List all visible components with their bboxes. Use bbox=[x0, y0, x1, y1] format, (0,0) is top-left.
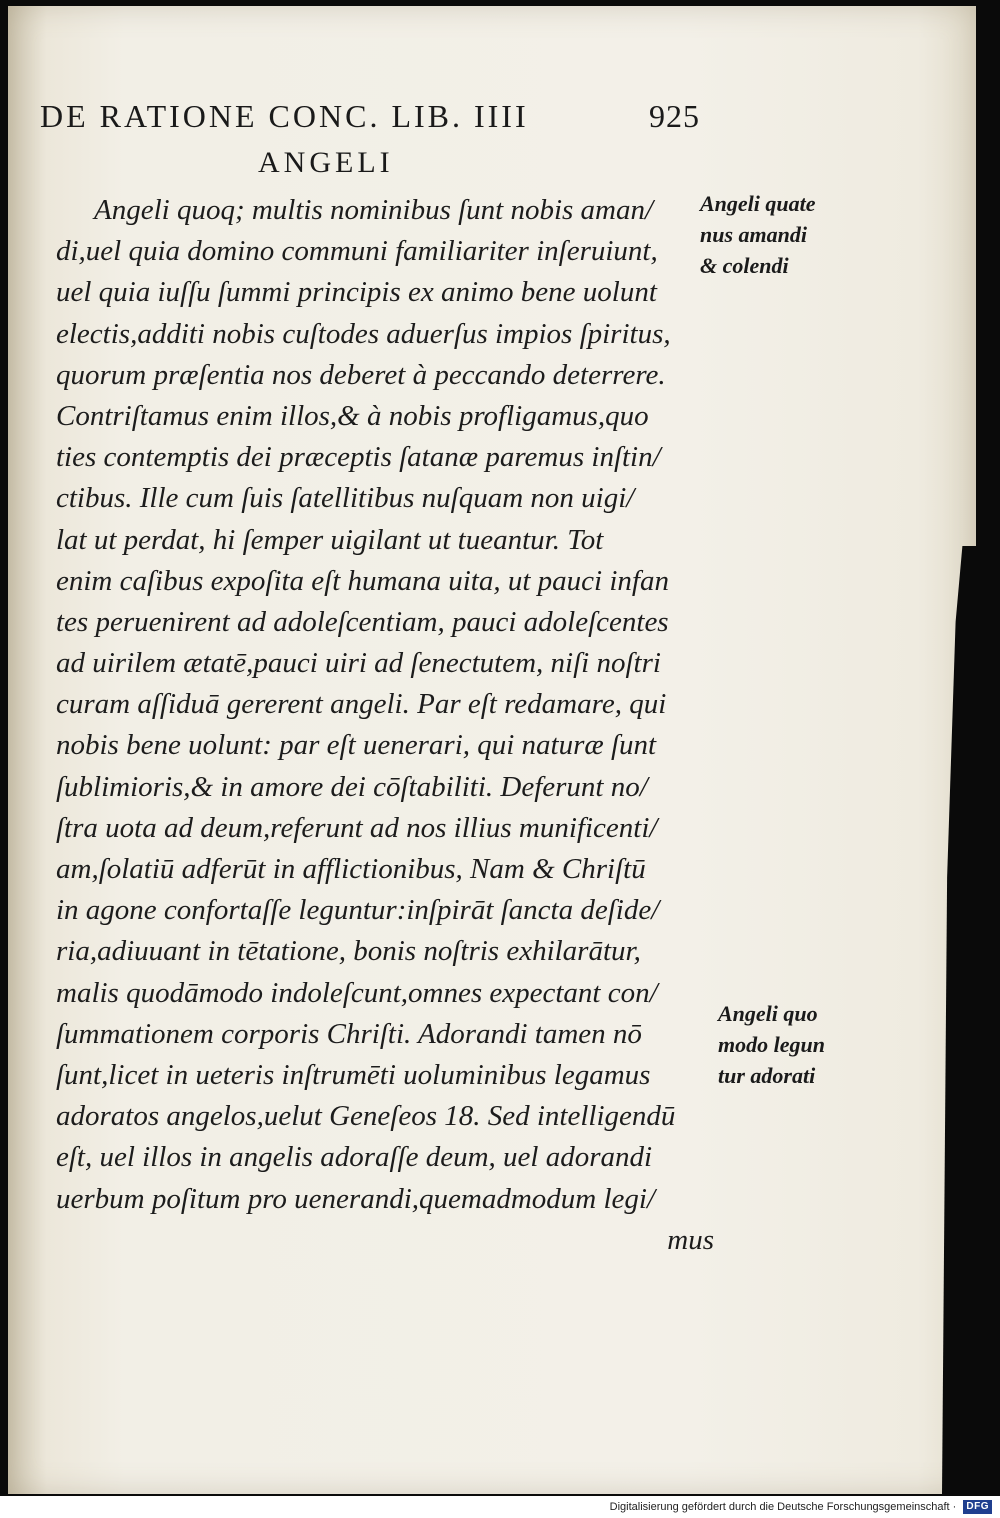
header-title: DE RATIONE CONC. LIB. IIII bbox=[40, 98, 529, 134]
text-line: electis,additi nobis cuſtodes aduerſus impios ſpiritus, bbox=[56, 317, 671, 350]
text-line: di,uel quia domino communi familiariter inſeruiunt, bbox=[56, 235, 658, 268]
text-line: ad uirilem ætatē,pauci uiri ad ſenectutem, niſi noſtri bbox=[56, 647, 661, 680]
text-line: Contriſtamus enim illos,& à nobis profligamus,quo bbox=[56, 399, 649, 432]
text-line: enim caſibus expoſita eſt humana uita, ut pauci infan bbox=[56, 564, 669, 597]
marginal-note-line: & colendi bbox=[700, 253, 789, 278]
catchword: mus bbox=[667, 1223, 714, 1256]
text-line: ria,adiuuant in tētatione, bonis noſtris exhilarātur, bbox=[56, 935, 641, 968]
digitization-footer bbox=[0, 1496, 1000, 1518]
page-torn-edge bbox=[942, 546, 976, 1494]
text-line: malis quodāmodo indoleſcunt,omnes expectant con/ bbox=[56, 976, 658, 1009]
marginal-note-line: nus amandi bbox=[700, 222, 807, 247]
text-line: lat ut perdat, hi ſemper uigilant ut tueantur. Tot bbox=[56, 523, 604, 556]
text-line: ſunt,licet in ueteris inſtrumēti uoluminibus legamus bbox=[56, 1058, 651, 1091]
text-line: uel quia iuſſu ſummi principis ex animo bene uolunt bbox=[56, 276, 657, 309]
text-line: ties contemptis dei præceptis ſatanæ paremus inſtin/ bbox=[56, 441, 661, 474]
footer-separator: · bbox=[949, 1501, 960, 1513]
body-text bbox=[56, 190, 716, 1261]
text-line: quorum præſentia nos deberet à peccando deterrere. bbox=[56, 358, 666, 391]
text-line: tes peruenirent ad adoleſcentiam, pauci adoleſcentes bbox=[56, 605, 669, 638]
text-line: ſtra uota ad deum,referunt ad nos illius munificenti/ bbox=[56, 811, 658, 844]
text-line: am,ſolatiū adferūt in afflictionibus, Nam & Chriſtū bbox=[56, 853, 646, 885]
text-line: curam aſſiduā gererent angeli. Par eſt redamare, qui bbox=[56, 688, 667, 721]
marginal-note-love bbox=[700, 188, 816, 281]
text-line: adoratos angelos,uelut Geneſeos 18. Sed intelligendū bbox=[56, 1100, 676, 1133]
marginal-note-line: Angeli quo bbox=[718, 1001, 818, 1026]
text-line: ctibus. Ille cum ſuis ſatellitibus nuſquam non uigi/ bbox=[56, 482, 635, 515]
text-line: in agone confortaſſe leguntur:inſpirāt ſancta deſide/ bbox=[56, 894, 660, 927]
running-header bbox=[40, 98, 700, 142]
marginal-note-line: modo legun bbox=[718, 1032, 825, 1057]
text-line: ſublimioris,& in amore dei cōſtabiliti. Deferunt no/ bbox=[56, 770, 648, 803]
marginal-note-adoration bbox=[718, 998, 825, 1091]
page-number: 925 bbox=[649, 98, 700, 134]
section-title: ANGELI bbox=[258, 146, 394, 179]
dfg-logo: DFG bbox=[963, 1500, 992, 1514]
text-line: ſummationem corporis Chriſti. Adorandi tamen nō bbox=[56, 1017, 642, 1050]
footer-credit: Digitalisierung gefördert durch die Deutsche Forschungsgemeinschaft bbox=[609, 1501, 950, 1513]
text-line: uerbum poſitum pro uenerandi,quemadmodum legi/ bbox=[56, 1182, 656, 1215]
text-line: Angeli quoq; multis nominibus ſunt nobis aman/ bbox=[94, 194, 654, 226]
text-line: eſt, uel illos in angelis adoraſſe deum, uel adorandi bbox=[56, 1141, 653, 1174]
marginal-note-line: tur adorati bbox=[718, 1063, 816, 1088]
text-line: nobis bene uolunt: par eſt uenerari, qui naturæ ſunt bbox=[56, 729, 657, 762]
marginal-note-line: Angeli quate bbox=[700, 191, 816, 216]
